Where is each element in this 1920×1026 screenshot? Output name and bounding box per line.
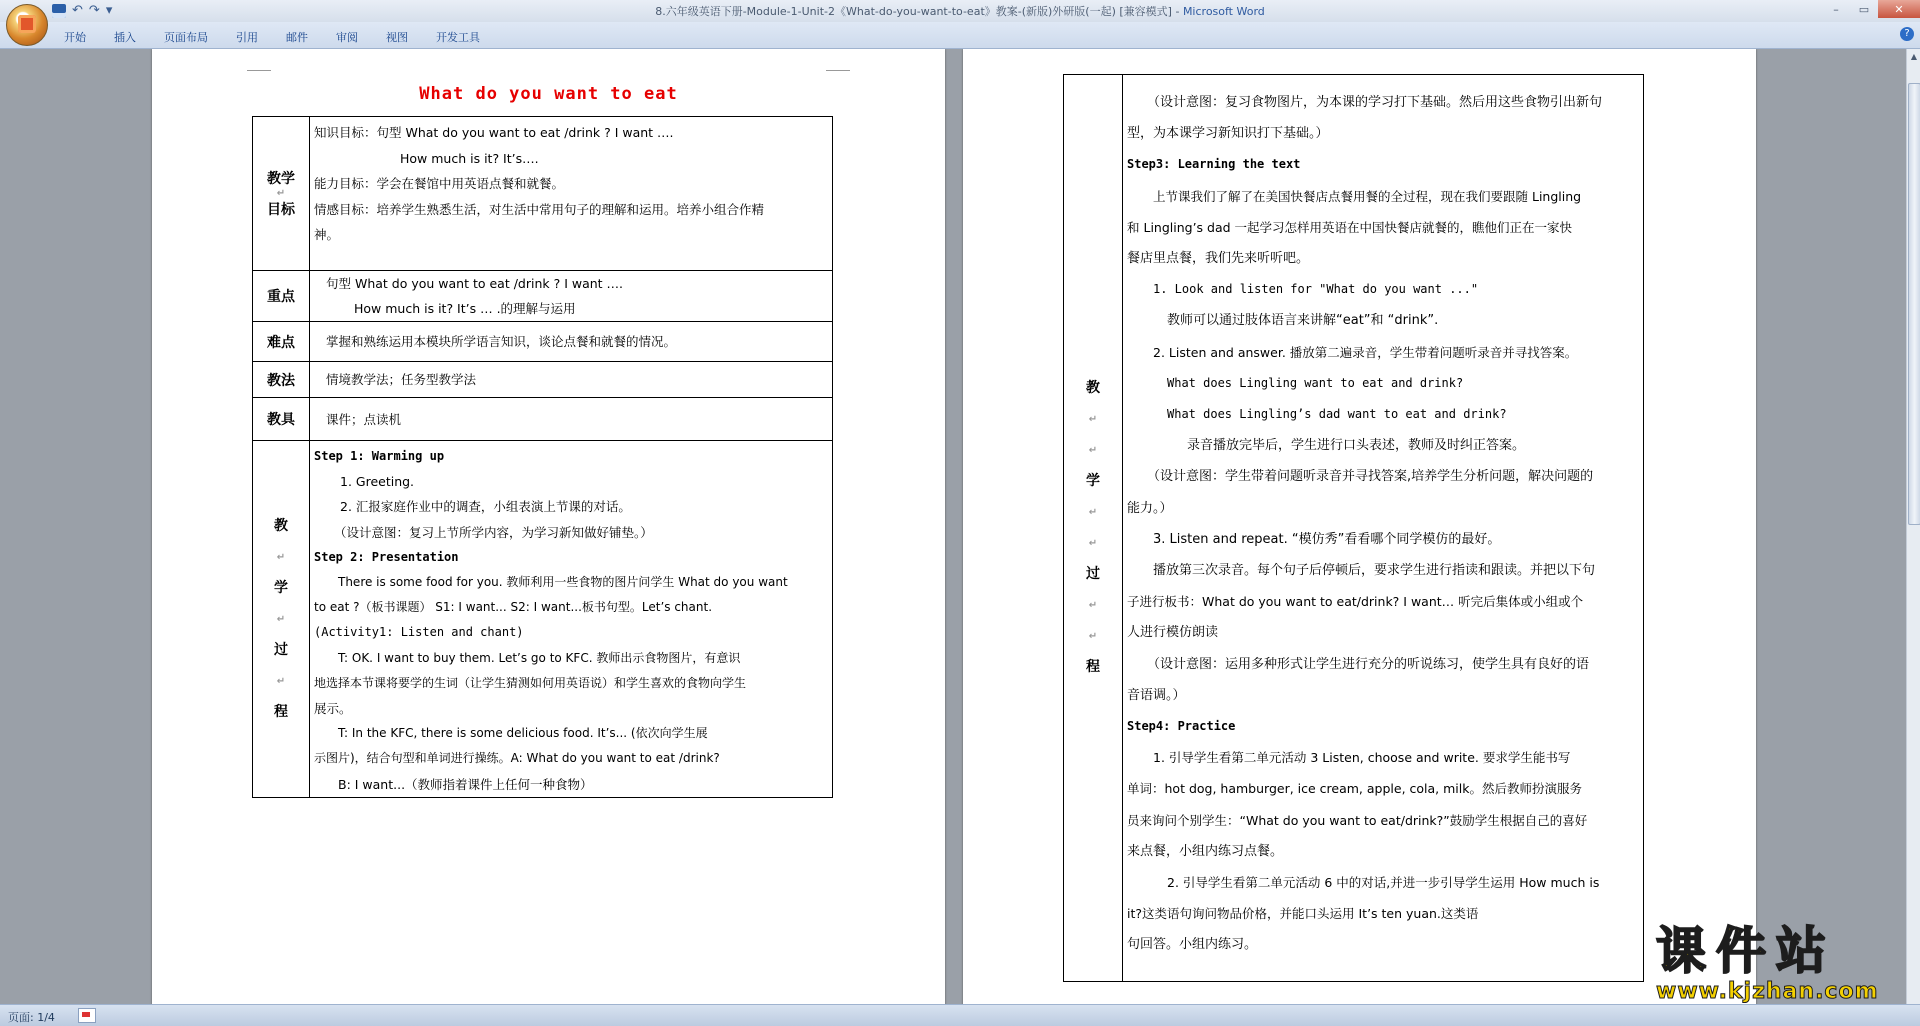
tab-mailings[interactable]: 邮件 xyxy=(286,31,308,44)
text-line: （设计意图：复习食物图片，为本课的学习打下基础。然后用这些食物引出新句 xyxy=(1147,95,1603,110)
label-char: 过 xyxy=(274,641,288,658)
text-line: T: In the KFC, there is some delicious food. It’s... (依次向学生展 xyxy=(338,726,708,741)
step-heading: Step 1: Warming up xyxy=(314,449,445,463)
label-char: 程 xyxy=(274,703,288,720)
text-line: B: I want...（教师指着课件上任何一种食物） xyxy=(338,776,593,792)
title-bar xyxy=(0,0,1920,23)
watermark-text: 课件站 xyxy=(1656,922,1836,980)
document-page-2[interactable] xyxy=(963,49,1756,1004)
text-line: 句回答。小组内练习。 xyxy=(1127,937,1258,953)
table-row xyxy=(253,441,833,798)
text-line: 情感目标：培养学生熟悉生活，对生活中常用句子的理解和运用。培养小组合作精 xyxy=(314,201,765,217)
text-line: 播放第三次录音。每个句子后停顿后，要求学生进行指读和跟读。并把以下句 xyxy=(1153,563,1596,579)
step-heading: Step4: Practice xyxy=(1127,719,1236,734)
help-icon[interactable]: ? xyxy=(1900,27,1914,41)
text-line: 教师可以通过肢体语言来讲解“eat”和 “drink”. xyxy=(1167,313,1439,329)
window-controls xyxy=(1822,0,1920,18)
tab-insert[interactable]: 插入 xyxy=(114,31,136,44)
row-label-key-points: 重点 xyxy=(253,271,310,322)
office-logo-icon xyxy=(18,15,36,33)
window-title xyxy=(0,3,1920,19)
office-button[interactable] xyxy=(6,4,48,46)
text-line: 2. 汇报家庭作业中的调查，小组表演上节课的对话。 xyxy=(340,499,631,515)
text-line: (Activity1: Listen and chant) xyxy=(314,625,524,640)
paragraph-mark: ↵ xyxy=(1088,445,1098,456)
text-line: 来点餐，小组内练习点餐。 xyxy=(1127,843,1284,859)
text-line: 人进行模仿朗读 xyxy=(1127,625,1219,641)
tools-content[interactable]: 课件；点读机 xyxy=(310,398,833,441)
row-label-goals xyxy=(253,117,310,271)
lesson-plan-table xyxy=(252,116,833,798)
goals-content[interactable] xyxy=(310,117,833,271)
text-line: 音语调。） xyxy=(1127,687,1186,703)
paragraph-mark: ↵ xyxy=(276,675,286,687)
paragraph-mark: ↵ xyxy=(1088,600,1098,611)
margin-corner-mark xyxy=(826,49,850,71)
row-label-methods: 教法 xyxy=(253,362,310,398)
label-char: 教 xyxy=(274,517,288,534)
text-line: it?这类语句询问物品价格，并能口头运用 It’s ten yuan.这类语 xyxy=(1127,906,1479,922)
text-line: There is some food for you. 教师利用一些食物的图片问学生 What do you want xyxy=(338,575,788,590)
customize-qat-icon[interactable]: ▾ xyxy=(105,3,113,18)
text-line: 示图片)，结合句型和单词进行操练。A: What do you want to eat /drink? xyxy=(314,751,720,766)
text-line: 神。 xyxy=(314,227,340,242)
label-char: 教 xyxy=(1086,380,1100,396)
page-number-indicator[interactable]: 页面: 1/4 xyxy=(8,1011,55,1024)
text-line: 餐店里点餐，我们先来听听吧。 xyxy=(1127,251,1310,267)
text-line: 员来询问个别学生：“What do you want to eat/drink?”鼓励学生根据自己的喜好 xyxy=(1127,812,1588,828)
watermark-url: www.kjzhan.com xyxy=(1656,979,1879,1004)
label-line: 教学 xyxy=(267,171,295,187)
process-content-continued[interactable] xyxy=(1123,75,1644,982)
text-line: What does Lingling’s dad want to eat and drink? xyxy=(1167,407,1507,422)
tab-developer[interactable]: 开发工具 xyxy=(436,31,480,44)
text-line: （设计意图：复习上节所学内容，为学习新知做好铺垫。） xyxy=(334,524,653,540)
table-row xyxy=(253,322,833,362)
app-name: Microsoft Word xyxy=(1182,5,1265,18)
scroll-up-icon[interactable]: ▲ xyxy=(1910,52,1918,61)
paragraph-mark: ↵ xyxy=(1088,414,1098,425)
row-label-difficulties: 难点 xyxy=(253,322,310,362)
label-line: 目标 xyxy=(267,202,295,218)
text-line: to eat ?（板书课题） S1: I want... S2: I want...板书句型。Let’s chant. xyxy=(314,600,713,615)
text-line: How much is it? It’s … .的理解与运用 xyxy=(354,301,576,316)
text-line: 3. Listen and repeat. “模仿秀”看看哪个同学模仿的最好。 xyxy=(1153,531,1501,547)
text-line: 1. 引导学生看第二单元活动 3 Listen, choose and write. 要求学生能书写 xyxy=(1153,750,1571,766)
text-line: 上节课我们了解了在美国快餐店点餐用餐的全过程，现在我们要跟随 Lingling xyxy=(1153,188,1582,204)
margin-corner-mark xyxy=(247,49,271,71)
text-line: 1. Greeting. xyxy=(340,474,415,490)
text-line: 2. 引导学生看第二单元活动 6 中的对话,并进一步引导学生运用 How much is xyxy=(1167,875,1600,891)
row-label-tools: 教具 xyxy=(253,398,310,441)
step-heading: Step 2: Presentation xyxy=(314,549,459,564)
text-line: 录音播放完毕后，学生进行口头表述，教师及时纠正答案。 xyxy=(1187,438,1526,454)
tab-home[interactable]: 开始 xyxy=(64,31,86,44)
document-page-1[interactable] xyxy=(152,49,945,1004)
title-separator: - xyxy=(1171,5,1183,18)
paragraph-mark: ↵ xyxy=(1088,507,1098,518)
key-points-content[interactable] xyxy=(310,271,833,322)
text-line: How much is it? It’s…. xyxy=(400,150,539,166)
text-line: 展示。 xyxy=(314,701,352,717)
text-line: 句型 What do you want to eat /drink ? I want …. xyxy=(326,276,624,291)
text-line: 能力。） xyxy=(1127,500,1173,516)
minimize-button[interactable]: – xyxy=(1833,2,1839,16)
text-line: T: OK. I want to buy them. Let’s go to KFC. 教师出示食物图片，有意识 xyxy=(338,650,741,665)
paragraph-mark: ↵ xyxy=(276,551,286,563)
text-line: What does Lingling want to eat and drink? xyxy=(1167,375,1464,390)
vertical-scrollbar[interactable] xyxy=(1906,49,1920,1004)
undo-icon[interactable]: ↶ xyxy=(72,3,83,18)
doc-title: What do you want to eat xyxy=(419,84,678,104)
watermark-logo xyxy=(1656,922,1920,1004)
text-line: （设计意图：运用多种形式让学生进行充分的听说练习，使学生具有良好的语 xyxy=(1147,656,1590,672)
difficulties-content[interactable]: 掌握和熟练运用本模块所学语言知识，谈论点餐和就餐的情况。 xyxy=(310,322,833,362)
paragraph-mark: ↵ xyxy=(1088,631,1098,642)
redo-icon[interactable]: ↷ xyxy=(88,3,100,18)
text-line: （设计意图：学生带着问题听录音并寻找答案,培养学生分析问题，解决问题的 xyxy=(1147,469,1594,485)
ribbon-tabs xyxy=(50,29,494,45)
label-char: 学 xyxy=(274,579,288,596)
label-char: 学 xyxy=(1086,473,1100,489)
text-line: 单词：hot dog, hamburger, ice cream, apple, cola, milk。然后教师扮演服务 xyxy=(1127,781,1582,797)
label-char: 程 xyxy=(1086,659,1100,675)
row-label-process xyxy=(253,441,310,798)
maximize-button[interactable]: ▭ xyxy=(1858,2,1870,16)
text-line: 型，为本课学习新知识打下基础。） xyxy=(1127,126,1329,142)
table-row xyxy=(253,271,833,322)
text-line: 能力目标：学会在餐馆中用英语点餐和就餐。 xyxy=(314,176,565,191)
text-line: 地选择本节课将要学的生词（让学生猜测如何用英语说）和学生喜欢的食物向学生 xyxy=(314,675,747,690)
ribbon-tab-bar xyxy=(0,22,1920,49)
step-heading: Step3: Learning the text xyxy=(1127,157,1301,172)
text-line: 2. Listen and answer. 播放第二遍录音，学生带着问题听录音并寻找答案。 xyxy=(1153,344,1578,360)
paragraph-mark: ↵ xyxy=(1088,538,1098,549)
tab-review[interactable]: 审阅 xyxy=(336,31,358,44)
table-row xyxy=(253,398,833,441)
close-button[interactable]: ✕ xyxy=(1878,0,1920,18)
text-line: 1. Look and listen for "What do you want ..." xyxy=(1153,282,1479,297)
lesson-plan-table-continued xyxy=(1063,74,1644,982)
proofing-icon[interactable] xyxy=(78,1008,96,1023)
tab-references[interactable]: 引用 xyxy=(236,31,258,44)
text-line: 子进行板书：What do you want to eat/drink? I want… 听完后集体或小组或个 xyxy=(1127,594,1584,610)
table-row xyxy=(253,117,833,271)
text-line: 和 Lingling’s dad 一起学习怎样用英语在中国快餐店就餐的，瞧他们正在一家快 xyxy=(1127,219,1573,235)
table-row xyxy=(253,362,833,398)
document-workspace[interactable] xyxy=(0,49,1906,1004)
label-char: 过 xyxy=(1086,566,1100,582)
process-content[interactable] xyxy=(310,441,833,798)
row-label-process xyxy=(1064,75,1123,982)
tab-view[interactable]: 视图 xyxy=(386,31,408,44)
scroll-thumb[interactable] xyxy=(1908,83,1920,525)
text-line: 知识目标：句型 What do you want to eat /drink ? I want …. xyxy=(314,125,674,140)
paragraph-mark: ↵ xyxy=(276,188,286,199)
methods-content[interactable]: 情境教学法；任务型教学法 xyxy=(310,362,833,398)
paragraph-mark: ↵ xyxy=(276,613,286,625)
document-name: 8.六年级英语下册-Module-1-Unit-2《What-do-you-want-to-eat》教案-(新版)外研版(一起) [兼容模式] xyxy=(655,5,1172,18)
status-bar xyxy=(0,1004,1920,1026)
tab-page-layout[interactable]: 页面布局 xyxy=(164,31,208,44)
table-row xyxy=(1064,75,1644,982)
